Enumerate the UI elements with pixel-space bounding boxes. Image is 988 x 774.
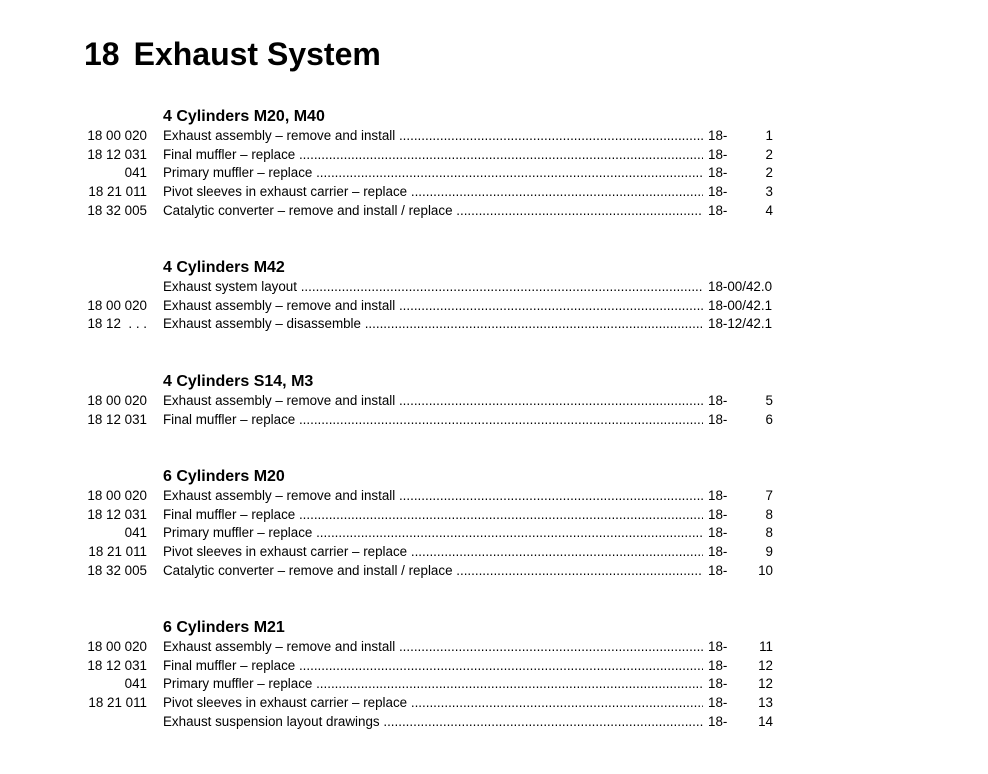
repair-code: 18 12 031 bbox=[87, 657, 147, 673]
entry-title[interactable]: Catalytic converter – remove and install / replace ..... bbox=[163, 563, 703, 578]
page-number: 10 bbox=[758, 562, 773, 578]
entry-title[interactable]: Primary muffler – replace ..... bbox=[163, 676, 703, 691]
repair-code: 18 00 020 bbox=[87, 393, 147, 408]
entry-title[interactable]: Final muffler – replace ..... bbox=[163, 658, 703, 673]
page-number: 8 bbox=[765, 525, 773, 541]
repair-code: 18 12 . . . bbox=[87, 316, 147, 332]
toc-row[interactable] bbox=[84, 694, 776, 713]
page-number: 2 bbox=[765, 165, 773, 181]
page-number: 7 bbox=[765, 488, 773, 503]
page-reference: 18-12/42.1 bbox=[708, 316, 773, 332]
page-number: 12 bbox=[758, 676, 773, 692]
page-prefix: 18- bbox=[708, 184, 728, 200]
repair-code: 18 21 011 bbox=[88, 184, 147, 200]
repair-code: 18 12 031 bbox=[87, 146, 147, 162]
entry-title[interactable]: Pivot sleeves in exhaust carrier – replace ..... bbox=[163, 544, 703, 559]
entry-title[interactable]: Exhaust suspension layout drawings ..... bbox=[163, 714, 703, 729]
page-number: 14 bbox=[758, 713, 773, 729]
page-prefix: 18- bbox=[708, 393, 728, 408]
toc-row[interactable] bbox=[84, 524, 776, 543]
page-prefix: 18- bbox=[708, 562, 728, 578]
entry-title[interactable]: Final muffler – replace ..... bbox=[163, 147, 703, 162]
section-heading: 6 Cylinders M21 bbox=[163, 619, 285, 636]
repair-code: 18 32 005 bbox=[87, 202, 147, 218]
page-number: 6 bbox=[765, 411, 773, 427]
repair-code: 041 bbox=[124, 165, 147, 181]
section-heading: 4 Cylinders M20, M40 bbox=[163, 108, 325, 125]
chapter-title bbox=[84, 36, 381, 73]
toc-row[interactable] bbox=[84, 202, 776, 221]
toc-row[interactable] bbox=[84, 183, 776, 202]
entry-title[interactable]: Exhaust assembly – remove and install ..... bbox=[163, 298, 703, 313]
toc-row[interactable] bbox=[84, 487, 776, 506]
section-heading: 6 Cylinders M20 bbox=[163, 468, 285, 485]
page-number: 5 bbox=[765, 393, 773, 408]
repair-code: 18 21 011 bbox=[88, 544, 147, 560]
entry-title[interactable]: Final muffler – replace ..... bbox=[163, 412, 703, 427]
repair-code: 041 bbox=[124, 676, 147, 692]
toc-section bbox=[84, 371, 776, 429]
page-prefix: 18- bbox=[708, 506, 728, 522]
page-reference: 18-00/42.0 bbox=[708, 279, 773, 294]
toc-row[interactable] bbox=[84, 392, 776, 411]
toc-row[interactable] bbox=[84, 562, 776, 581]
chapter-number: 18 bbox=[84, 36, 120, 72]
repair-code: 041 bbox=[124, 525, 147, 541]
entry-title[interactable]: Pivot sleeves in exhaust carrier – replace ..... bbox=[163, 184, 703, 199]
toc-row[interactable] bbox=[84, 164, 776, 183]
entry-title[interactable]: Final muffler – replace ..... bbox=[163, 507, 703, 522]
toc-row[interactable] bbox=[84, 278, 776, 297]
repair-code: 18 21 011 bbox=[88, 695, 147, 711]
section-heading: 4 Cylinders M42 bbox=[163, 259, 285, 276]
toc-row[interactable] bbox=[84, 297, 776, 316]
page-prefix: 18- bbox=[708, 639, 728, 654]
page-number: 4 bbox=[765, 202, 773, 218]
entry-title[interactable]: Catalytic converter – remove and install / replace ..... bbox=[163, 203, 703, 218]
page-prefix: 18- bbox=[708, 695, 728, 711]
repair-code: 18 12 031 bbox=[87, 506, 147, 522]
page-prefix: 18- bbox=[708, 411, 728, 427]
toc-section bbox=[84, 106, 776, 220]
entry-title[interactable]: Exhaust system layout ..... bbox=[163, 279, 703, 294]
toc-section bbox=[84, 617, 776, 731]
entry-title[interactable]: Primary muffler – replace ..... bbox=[163, 165, 703, 180]
page-reference: 18-00/42.1 bbox=[708, 297, 773, 313]
toc-row[interactable] bbox=[84, 506, 776, 525]
toc-row[interactable] bbox=[84, 411, 776, 430]
page-prefix: 18- bbox=[708, 713, 728, 729]
toc-row[interactable] bbox=[84, 127, 776, 146]
page-number: 13 bbox=[758, 695, 773, 711]
entry-title[interactable]: Exhaust assembly – remove and install ..... bbox=[163, 488, 703, 503]
toc-row[interactable] bbox=[84, 146, 776, 165]
entry-title[interactable]: Exhaust assembly – remove and install ..... bbox=[163, 393, 703, 408]
repair-code: 18 00 020 bbox=[87, 297, 147, 313]
entry-title[interactable]: Exhaust assembly – remove and install ..... bbox=[163, 128, 703, 143]
repair-code: 18 00 020 bbox=[87, 128, 147, 143]
section-heading: 4 Cylinders S14, M3 bbox=[163, 373, 314, 390]
toc-row[interactable] bbox=[84, 638, 776, 657]
toc-row[interactable] bbox=[84, 543, 776, 562]
page-number: 11 bbox=[759, 639, 773, 654]
page-number: 9 bbox=[765, 544, 773, 560]
page-prefix: 18- bbox=[708, 676, 728, 692]
toc-row[interactable] bbox=[84, 675, 776, 694]
page-prefix: 18- bbox=[708, 146, 728, 162]
page-prefix: 18- bbox=[708, 657, 728, 673]
page-prefix: 18- bbox=[708, 488, 728, 503]
toc-section bbox=[84, 466, 776, 580]
page-number: 8 bbox=[765, 506, 773, 522]
page-prefix: 18- bbox=[708, 165, 728, 181]
repair-code: 18 12 031 bbox=[87, 411, 147, 427]
page-prefix: 18- bbox=[708, 202, 728, 218]
page-prefix: 18- bbox=[708, 525, 728, 541]
page-number: 12 bbox=[758, 657, 773, 673]
entry-title[interactable]: Pivot sleeves in exhaust carrier – replace ..... bbox=[163, 695, 703, 710]
page-number: 3 bbox=[765, 184, 773, 200]
entry-title[interactable]: Primary muffler – replace ..... bbox=[163, 525, 703, 540]
page-number: 2 bbox=[765, 146, 773, 162]
chapter-title-text: Exhaust System bbox=[133, 36, 381, 72]
toc-row[interactable] bbox=[84, 315, 776, 334]
entry-title[interactable]: Exhaust assembly – disassemble ..... bbox=[163, 316, 703, 331]
repair-code: 18 00 020 bbox=[87, 639, 147, 654]
toc-section bbox=[84, 257, 776, 334]
toc-row[interactable] bbox=[84, 713, 776, 732]
page-prefix: 18- bbox=[708, 544, 728, 560]
toc-row[interactable] bbox=[84, 657, 776, 676]
repair-code: 18 00 020 bbox=[87, 488, 147, 503]
entry-title[interactable]: Exhaust assembly – remove and install ..... bbox=[163, 639, 703, 654]
repair-code: 18 32 005 bbox=[87, 562, 147, 578]
page-prefix: 18- bbox=[708, 128, 728, 143]
page-number: 1 bbox=[765, 128, 773, 143]
